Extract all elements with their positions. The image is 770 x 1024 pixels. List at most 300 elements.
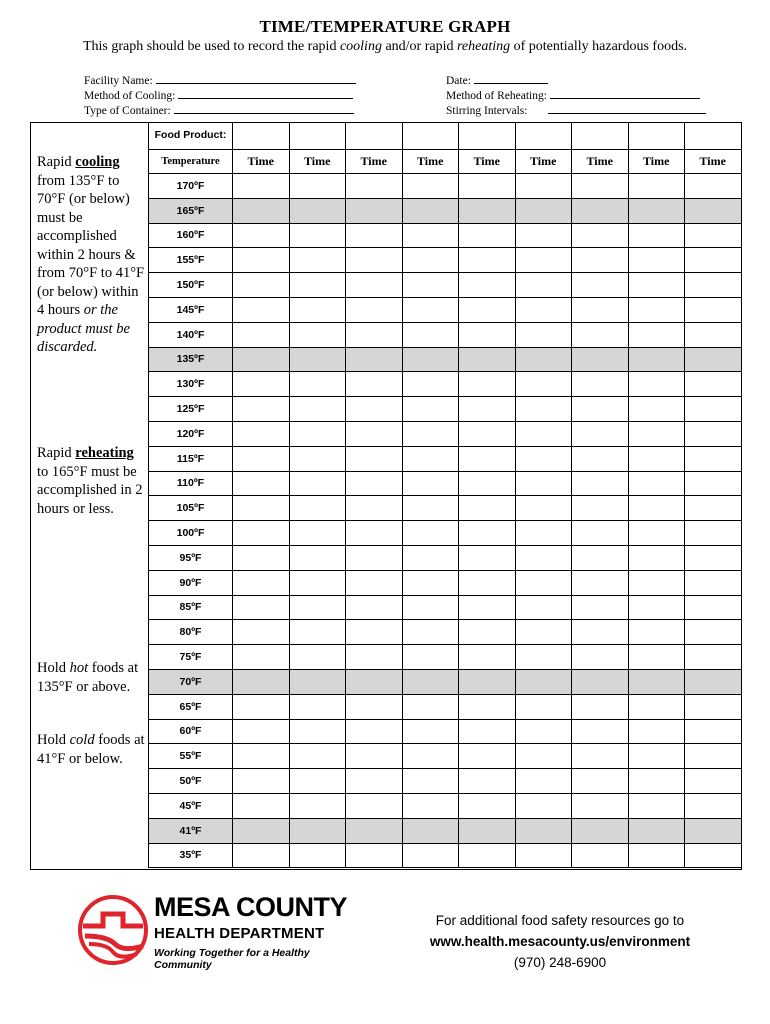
- time-header[interactable]: Time: [628, 150, 685, 174]
- time-temp-cell[interactable]: [346, 645, 403, 670]
- time-temp-cell[interactable]: [233, 248, 290, 273]
- temperature-label: 120ºF: [149, 421, 233, 446]
- time-temp-cell[interactable]: [289, 818, 346, 843]
- time-temp-cell[interactable]: [402, 446, 459, 471]
- time-temp-cell[interactable]: [515, 421, 572, 446]
- time-temp-cell[interactable]: [402, 471, 459, 496]
- facility-name-line[interactable]: [156, 73, 356, 84]
- time-temp-cell[interactable]: [685, 198, 742, 223]
- time-temp-cell[interactable]: [685, 297, 742, 322]
- temperature-label: 100ºF: [149, 521, 233, 546]
- time-temp-cell[interactable]: [289, 248, 346, 273]
- time-temp-cell[interactable]: [346, 793, 403, 818]
- food-product-header: [149, 123, 233, 150]
- time-temp-cell[interactable]: [515, 174, 572, 199]
- time-temp-cell[interactable]: [233, 198, 290, 223]
- time-temp-cell[interactable]: [515, 223, 572, 248]
- time-temp-cell[interactable]: [515, 248, 572, 273]
- time-temp-cell[interactable]: [402, 273, 459, 298]
- time-temp-cell[interactable]: [572, 843, 629, 868]
- time-temp-cell[interactable]: [233, 843, 290, 868]
- time-temp-cell[interactable]: [628, 545, 685, 570]
- time-temp-cell[interactable]: [459, 248, 516, 273]
- time-temp-cell[interactable]: [289, 545, 346, 570]
- time-temp-cell[interactable]: [685, 769, 742, 794]
- time-temp-cell[interactable]: [685, 347, 742, 372]
- time-temp-cell[interactable]: [459, 372, 516, 397]
- food-product-cell[interactable]: [459, 123, 516, 150]
- time-temp-cell[interactable]: [346, 694, 403, 719]
- time-temp-cell[interactable]: [685, 645, 742, 670]
- time-temp-cell[interactable]: [685, 818, 742, 843]
- time-temp-cell[interactable]: [233, 595, 290, 620]
- time-temp-cell[interactable]: [685, 620, 742, 645]
- time-temp-cell[interactable]: [572, 198, 629, 223]
- time-temp-cell[interactable]: [459, 223, 516, 248]
- time-temp-cell[interactable]: [572, 421, 629, 446]
- food-product-cell[interactable]: [515, 123, 572, 150]
- time-temp-cell[interactable]: [572, 322, 629, 347]
- time-temp-cell[interactable]: [402, 223, 459, 248]
- time-temp-cell[interactable]: [402, 347, 459, 372]
- time-temp-cell[interactable]: [233, 421, 290, 446]
- time-temp-cell[interactable]: [346, 521, 403, 546]
- time-temp-cell[interactable]: [459, 174, 516, 199]
- food-product-cell[interactable]: [572, 123, 629, 150]
- food-product-cell[interactable]: [289, 123, 346, 150]
- time-temp-cell[interactable]: [628, 769, 685, 794]
- stirring-intervals-field[interactable]: Stirring Intervals:: [446, 103, 706, 117]
- time-temp-cell[interactable]: [233, 645, 290, 670]
- time-header[interactable]: Time: [402, 150, 459, 174]
- time-temp-cell[interactable]: [628, 719, 685, 744]
- food-product-cell[interactable]: [233, 123, 290, 150]
- time-temp-cell[interactable]: [402, 496, 459, 521]
- time-temp-cell[interactable]: [233, 273, 290, 298]
- time-temp-cell[interactable]: [289, 570, 346, 595]
- time-temp-cell[interactable]: [628, 198, 685, 223]
- time-temp-cell[interactable]: [685, 471, 742, 496]
- time-temp-cell[interactable]: [346, 545, 403, 570]
- time-temp-cell[interactable]: [685, 223, 742, 248]
- time-temp-cell[interactable]: [233, 297, 290, 322]
- time-temp-cell[interactable]: [402, 595, 459, 620]
- time-temp-cell[interactable]: [289, 769, 346, 794]
- facility-name-field[interactable]: Facility Name:: [84, 73, 356, 87]
- time-temp-cell[interactable]: [628, 273, 685, 298]
- time-temp-cell[interactable]: [459, 744, 516, 769]
- time-temp-cell[interactable]: [233, 347, 290, 372]
- time-temp-cell[interactable]: [459, 595, 516, 620]
- time-temp-cell[interactable]: [346, 372, 403, 397]
- time-header[interactable]: Time: [459, 150, 516, 174]
- temperature-row: [149, 223, 742, 248]
- time-temp-cell[interactable]: [346, 769, 403, 794]
- time-temp-cell[interactable]: [402, 248, 459, 273]
- time-temp-cell[interactable]: [289, 694, 346, 719]
- time-temp-cell[interactable]: [233, 769, 290, 794]
- time-temp-cell[interactable]: [459, 297, 516, 322]
- temperature-label: 35ºF: [149, 843, 233, 868]
- time-temp-cell[interactable]: [572, 595, 629, 620]
- time-temp-cell[interactable]: [685, 397, 742, 422]
- time-temp-cell[interactable]: [685, 521, 742, 546]
- time-temp-cell[interactable]: [289, 372, 346, 397]
- temperature-row: [149, 818, 742, 843]
- time-temp-cell[interactable]: [402, 521, 459, 546]
- method-reheating-line[interactable]: [550, 88, 700, 99]
- time-temp-cell[interactable]: [685, 570, 742, 595]
- time-temp-cell[interactable]: [572, 446, 629, 471]
- time-temp-cell[interactable]: [402, 645, 459, 670]
- time-temp-cell[interactable]: [459, 322, 516, 347]
- time-temp-cell[interactable]: [459, 496, 516, 521]
- time-temp-cell[interactable]: [289, 793, 346, 818]
- time-temp-cell[interactable]: [685, 496, 742, 521]
- time-temp-cell[interactable]: [628, 421, 685, 446]
- time-temp-cell[interactable]: [515, 322, 572, 347]
- time-temp-cell[interactable]: [402, 297, 459, 322]
- time-temp-cell[interactable]: [233, 570, 290, 595]
- time-temp-cell[interactable]: [459, 471, 516, 496]
- time-temp-cell[interactable]: [459, 793, 516, 818]
- time-temp-cell[interactable]: [515, 446, 572, 471]
- time-temp-cell[interactable]: [572, 223, 629, 248]
- time-temp-cell[interactable]: [459, 843, 516, 868]
- time-temp-cell[interactable]: [289, 471, 346, 496]
- time-temp-cell[interactable]: [459, 645, 516, 670]
- time-temp-cell[interactable]: [572, 645, 629, 670]
- time-temp-cell[interactable]: [233, 620, 290, 645]
- time-temp-cell[interactable]: [572, 818, 629, 843]
- time-temp-cell[interactable]: [685, 421, 742, 446]
- time-temp-cell[interactable]: [628, 521, 685, 546]
- time-temp-cell[interactable]: [515, 719, 572, 744]
- time-temp-cell[interactable]: [289, 322, 346, 347]
- temperature-row: [149, 719, 742, 744]
- time-temp-cell[interactable]: [515, 620, 572, 645]
- temperature-label: 130ºF: [149, 372, 233, 397]
- time-temp-cell[interactable]: [346, 570, 403, 595]
- resources-link[interactable]: www.health.mesacounty.us/environment: [429, 934, 691, 949]
- time-temp-cell[interactable]: [459, 521, 516, 546]
- time-temp-cell[interactable]: [685, 372, 742, 397]
- temperature-label: 145ºF: [149, 297, 233, 322]
- time-temp-cell[interactable]: [628, 818, 685, 843]
- time-temp-cell[interactable]: [459, 273, 516, 298]
- time-temp-cell[interactable]: [289, 719, 346, 744]
- time-temp-cell[interactable]: [628, 397, 685, 422]
- time-temp-cell[interactable]: [402, 769, 459, 794]
- time-temp-cell[interactable]: [233, 223, 290, 248]
- time-temp-cell[interactable]: [402, 694, 459, 719]
- time-temp-cell[interactable]: [572, 174, 629, 199]
- time-temp-cell[interactable]: [685, 446, 742, 471]
- time-temp-cell[interactable]: [572, 793, 629, 818]
- time-temp-cell[interactable]: [685, 669, 742, 694]
- time-temp-cell[interactable]: [515, 818, 572, 843]
- time-header[interactable]: Time: [572, 150, 629, 174]
- time-temp-cell[interactable]: [628, 322, 685, 347]
- time-temp-cell[interactable]: [459, 818, 516, 843]
- time-temp-cell[interactable]: [572, 744, 629, 769]
- time-temp-cell[interactable]: [346, 421, 403, 446]
- time-temp-cell[interactable]: [289, 223, 346, 248]
- method-cooling-line[interactable]: [178, 88, 353, 99]
- time-temp-cell[interactable]: [233, 694, 290, 719]
- time-temp-cell[interactable]: [628, 297, 685, 322]
- time-temp-cell[interactable]: [289, 297, 346, 322]
- time-temp-cell[interactable]: [346, 273, 403, 298]
- date-field[interactable]: Date:: [446, 73, 548, 87]
- time-temp-cell[interactable]: [459, 570, 516, 595]
- time-temp-cell[interactable]: [628, 496, 685, 521]
- time-temp-cell[interactable]: [346, 322, 403, 347]
- time-temp-cell[interactable]: [685, 843, 742, 868]
- time-temp-cell[interactable]: [572, 570, 629, 595]
- time-temp-cell[interactable]: [233, 793, 290, 818]
- time-temp-cell[interactable]: [402, 793, 459, 818]
- time-temp-cell[interactable]: [685, 719, 742, 744]
- temperature-row: [149, 570, 742, 595]
- time-temp-cell[interactable]: [628, 843, 685, 868]
- time-temp-cell[interactable]: [685, 248, 742, 273]
- time-temp-cell[interactable]: [572, 273, 629, 298]
- container-type-field[interactable]: Type of Container:: [84, 103, 354, 117]
- time-temp-cell[interactable]: [233, 719, 290, 744]
- time-temp-cell[interactable]: [459, 694, 516, 719]
- time-temp-cell[interactable]: [233, 372, 290, 397]
- time-temp-cell[interactable]: [572, 769, 629, 794]
- time-temp-cell[interactable]: [233, 545, 290, 570]
- time-temp-cell[interactable]: [572, 694, 629, 719]
- time-temp-cell[interactable]: [346, 223, 403, 248]
- time-temp-cell[interactable]: [515, 545, 572, 570]
- time-temp-cell[interactable]: [402, 397, 459, 422]
- time-temp-cell[interactable]: [685, 545, 742, 570]
- time-temp-cell[interactable]: [628, 793, 685, 818]
- time-temp-cell[interactable]: [346, 397, 403, 422]
- time-temp-cell[interactable]: [572, 521, 629, 546]
- time-temp-cell[interactable]: [572, 545, 629, 570]
- time-temp-cell[interactable]: [402, 843, 459, 868]
- time-temp-cell[interactable]: [572, 669, 629, 694]
- time-temp-cell[interactable]: [289, 620, 346, 645]
- time-temp-cell[interactable]: [346, 471, 403, 496]
- time-temp-cell[interactable]: [346, 496, 403, 521]
- time-temp-cell[interactable]: [289, 446, 346, 471]
- time-temp-cell[interactable]: [628, 570, 685, 595]
- time-temp-cell[interactable]: [685, 174, 742, 199]
- time-temp-cell[interactable]: [346, 818, 403, 843]
- time-temp-cell[interactable]: [233, 397, 290, 422]
- time-temp-cell[interactable]: [459, 446, 516, 471]
- time-temp-cell[interactable]: [289, 595, 346, 620]
- time-temp-cell[interactable]: [289, 421, 346, 446]
- time-temp-cell[interactable]: [346, 669, 403, 694]
- time-temp-cell[interactable]: [289, 843, 346, 868]
- time-temp-cell[interactable]: [685, 595, 742, 620]
- temperature-label: 60ºF: [149, 719, 233, 744]
- time-temp-cell[interactable]: [572, 719, 629, 744]
- time-temp-cell[interactable]: [515, 297, 572, 322]
- method-cooling-field[interactable]: Method of Cooling:: [84, 88, 353, 102]
- time-temp-cell[interactable]: [233, 322, 290, 347]
- time-temp-cell[interactable]: [515, 669, 572, 694]
- time-temp-cell[interactable]: [459, 198, 516, 223]
- time-temp-cell[interactable]: [628, 744, 685, 769]
- time-temp-cell[interactable]: [459, 669, 516, 694]
- time-temp-cell[interactable]: [233, 521, 290, 546]
- time-temp-cell[interactable]: [233, 471, 290, 496]
- time-temp-cell[interactable]: [459, 545, 516, 570]
- time-temp-cell[interactable]: [346, 843, 403, 868]
- time-temp-cell[interactable]: [515, 372, 572, 397]
- time-temp-cell[interactable]: [346, 248, 403, 273]
- time-temp-cell[interactable]: [346, 446, 403, 471]
- time-temp-cell[interactable]: [346, 719, 403, 744]
- time-temp-cell[interactable]: [515, 521, 572, 546]
- time-temp-cell[interactable]: [685, 694, 742, 719]
- time-temp-cell[interactable]: [515, 793, 572, 818]
- time-temp-cell[interactable]: [289, 174, 346, 199]
- date-line[interactable]: [474, 73, 548, 84]
- time-temp-cell[interactable]: [572, 397, 629, 422]
- food-product-cell[interactable]: [685, 123, 742, 150]
- time-temp-cell[interactable]: [515, 570, 572, 595]
- time-temp-cell[interactable]: [289, 397, 346, 422]
- time-temp-cell[interactable]: [289, 521, 346, 546]
- time-temp-cell[interactable]: [289, 347, 346, 372]
- temperature-row: [149, 545, 742, 570]
- time-temp-cell[interactable]: [402, 620, 459, 645]
- time-temp-cell[interactable]: [402, 570, 459, 595]
- food-product-cell[interactable]: [402, 123, 459, 150]
- time-header[interactable]: Time: [685, 150, 742, 174]
- food-product-cell[interactable]: [628, 123, 685, 150]
- time-temp-cell[interactable]: [515, 397, 572, 422]
- time-temp-cell[interactable]: [346, 620, 403, 645]
- temperature-row: [149, 397, 742, 422]
- time-temp-cell[interactable]: [572, 248, 629, 273]
- temperature-row: [149, 843, 742, 868]
- time-temp-cell[interactable]: [233, 496, 290, 521]
- time-temp-cell[interactable]: [515, 694, 572, 719]
- time-temp-cell[interactable]: [628, 471, 685, 496]
- time-temp-cell[interactable]: [346, 595, 403, 620]
- time-temp-cell[interactable]: [628, 595, 685, 620]
- time-temp-cell[interactable]: [402, 421, 459, 446]
- time-temp-cell[interactable]: [685, 273, 742, 298]
- time-temp-cell[interactable]: [628, 669, 685, 694]
- time-temp-cell[interactable]: [346, 198, 403, 223]
- time-temp-cell[interactable]: [289, 273, 346, 298]
- time-temp-cell[interactable]: [572, 471, 629, 496]
- time-temp-cell[interactable]: [628, 223, 685, 248]
- time-temp-cell[interactable]: [628, 174, 685, 199]
- time-temp-cell[interactable]: [572, 347, 629, 372]
- time-temp-cell[interactable]: [289, 645, 346, 670]
- time-temp-cell[interactable]: [628, 645, 685, 670]
- time-temp-cell[interactable]: [515, 198, 572, 223]
- container-type-line[interactable]: [174, 103, 354, 114]
- time-header[interactable]: Time: [289, 150, 346, 174]
- time-temp-cell[interactable]: [628, 694, 685, 719]
- time-header[interactable]: Time: [233, 150, 290, 174]
- time-temp-cell[interactable]: [402, 545, 459, 570]
- time-temp-cell[interactable]: [459, 769, 516, 794]
- time-temp-cell[interactable]: [346, 347, 403, 372]
- time-temp-cell[interactable]: [402, 174, 459, 199]
- time-temp-cell[interactable]: [402, 322, 459, 347]
- time-temp-cell[interactable]: [685, 322, 742, 347]
- time-temp-cell[interactable]: [402, 372, 459, 397]
- time-temp-cell[interactable]: [289, 496, 346, 521]
- time-temp-cell[interactable]: [233, 669, 290, 694]
- time-temp-cell[interactable]: [402, 669, 459, 694]
- time-temp-cell[interactable]: [346, 297, 403, 322]
- time-temp-cell[interactable]: [572, 372, 629, 397]
- time-temp-cell[interactable]: [515, 273, 572, 298]
- time-temp-cell[interactable]: [628, 347, 685, 372]
- time-temp-cell[interactable]: [515, 471, 572, 496]
- time-temp-cell[interactable]: [515, 496, 572, 521]
- time-temp-cell[interactable]: [459, 719, 516, 744]
- time-temp-cell[interactable]: [572, 620, 629, 645]
- time-temp-cell[interactable]: [459, 421, 516, 446]
- time-temp-cell[interactable]: [572, 297, 629, 322]
- time-header[interactable]: Time: [515, 150, 572, 174]
- time-temp-cell[interactable]: [515, 347, 572, 372]
- time-temp-cell[interactable]: [685, 793, 742, 818]
- time-temp-cell[interactable]: [289, 669, 346, 694]
- time-temp-cell[interactable]: [402, 719, 459, 744]
- time-temp-cell[interactable]: [233, 744, 290, 769]
- time-temp-cell[interactable]: [628, 446, 685, 471]
- time-temp-cell[interactable]: [346, 174, 403, 199]
- temperature-row: [149, 297, 742, 322]
- time-temp-cell[interactable]: [346, 744, 403, 769]
- stirring-intervals-line[interactable]: [548, 103, 706, 114]
- time-temp-cell[interactable]: [515, 843, 572, 868]
- time-temp-cell[interactable]: [402, 198, 459, 223]
- time-temp-cell[interactable]: [459, 620, 516, 645]
- time-temp-cell[interactable]: [459, 347, 516, 372]
- time-temp-cell[interactable]: [515, 645, 572, 670]
- temperature-row: [149, 471, 742, 496]
- time-temp-cell[interactable]: [402, 744, 459, 769]
- time-temp-cell[interactable]: [515, 769, 572, 794]
- time-temp-cell[interactable]: [289, 744, 346, 769]
- time-temp-cell[interactable]: [233, 174, 290, 199]
- time-temp-cell[interactable]: [459, 397, 516, 422]
- time-temp-cell[interactable]: [233, 446, 290, 471]
- time-temp-cell[interactable]: [515, 744, 572, 769]
- temperature-row: [149, 769, 742, 794]
- time-temp-cell[interactable]: [628, 620, 685, 645]
- food-product-cell[interactable]: [346, 123, 403, 150]
- time-temp-cell[interactable]: [289, 198, 346, 223]
- time-header[interactable]: Time: [346, 150, 403, 174]
- time-temp-cell[interactable]: [402, 818, 459, 843]
- time-temp-cell[interactable]: [628, 372, 685, 397]
- time-temp-cell[interactable]: [233, 818, 290, 843]
- method-reheating-field[interactable]: Method of Reheating:: [446, 88, 700, 102]
- time-temp-cell[interactable]: [628, 248, 685, 273]
- time-temp-cell[interactable]: [515, 595, 572, 620]
- time-temp-cell[interactable]: [572, 496, 629, 521]
- time-temp-cell[interactable]: [685, 744, 742, 769]
